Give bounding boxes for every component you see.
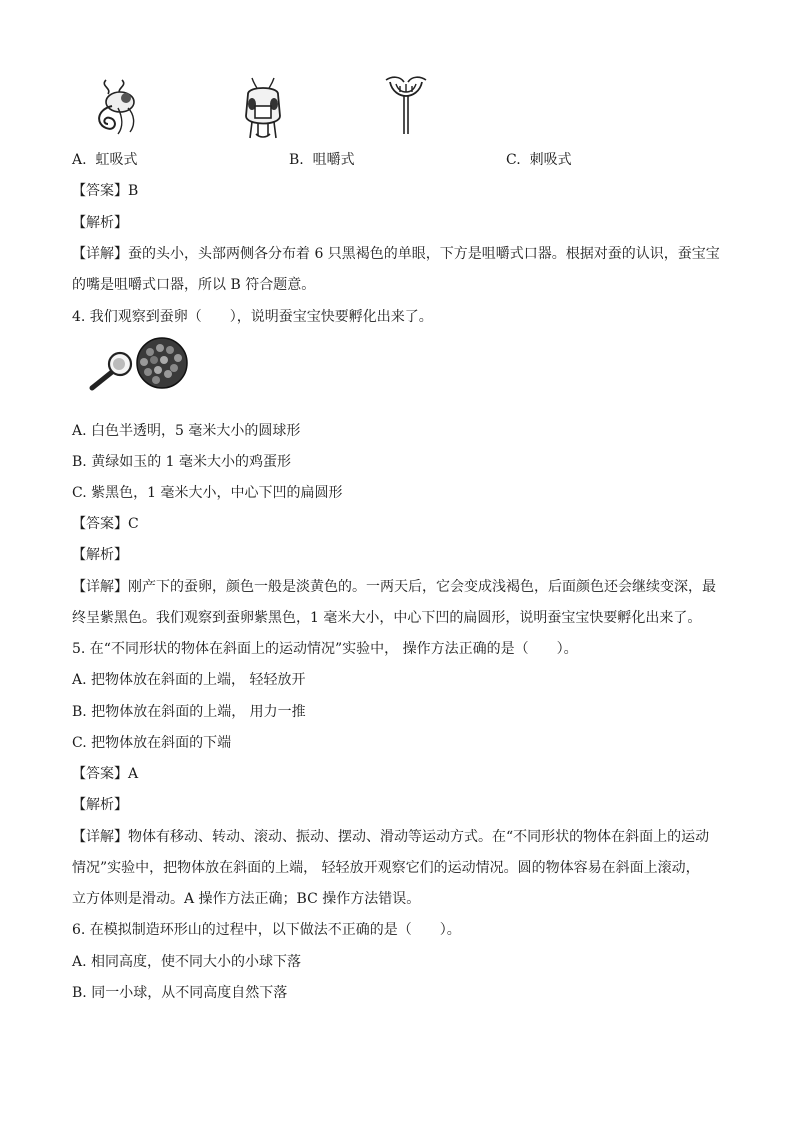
option-letter: B. bbox=[289, 152, 304, 168]
q4-option-a: A. 白色半透明，5 毫米大小的圆球形 bbox=[72, 423, 301, 439]
q6-stem: 6. 在模拟制造环形山的过程中，以下做法不正确的是（ ）。 bbox=[72, 922, 461, 938]
option-text: 虹吸式 bbox=[95, 152, 138, 168]
q3-detail-line-1: 【详解】蚕的头小，头部两侧各分布着 6 只黑褐色的单眼，下方是咀嚼式口器。根据对蚕的认识，蚕宝宝 bbox=[72, 246, 720, 262]
q4-option-c: C. 紫黑色，1 毫米大小，中心下凹的扁圆形 bbox=[72, 485, 343, 501]
q3-option-c bbox=[506, 150, 572, 170]
q4-detail-line-1: 【详解】刚产下的蚕卵，颜色一般是淡黄色的。一两天后，它会变成浅褐色，后面颜色还会继续变深，最 bbox=[72, 579, 716, 595]
q5-detail-line-1: 【详解】物体有移动、转动、滚动、振动、摆动、滑动等运动方式。在“不同形状的物体在斜面上的运动 bbox=[72, 829, 710, 845]
piercing-sucking-mouthpart-figure bbox=[382, 74, 430, 138]
q5-answer: 【答案】A bbox=[72, 766, 139, 782]
q4-option-b: B. 黄绿如玉的 1 毫米大小的鸡蛋形 bbox=[72, 454, 291, 470]
option-letter: A. bbox=[72, 152, 87, 168]
q4-answer: 【答案】C bbox=[72, 516, 139, 532]
q6-option-a: A. 相同高度，使不同大小的小球下落 bbox=[72, 954, 302, 970]
q3-option-b bbox=[289, 150, 355, 170]
option-letter: C. bbox=[506, 152, 521, 168]
q5-analysis-heading: 【解析】 bbox=[72, 797, 128, 813]
option-text: 咀嚼式 bbox=[312, 152, 355, 168]
magnified-silkworm-eggs-figure bbox=[86, 336, 192, 394]
q4-analysis-heading: 【解析】 bbox=[72, 547, 128, 563]
q3-option-a bbox=[72, 150, 137, 170]
siphoning-mouthpart-figure bbox=[92, 76, 144, 138]
q4-stem: 4. 我们观察到蚕卵（ ），说明蚕宝宝快要孵化出来了。 bbox=[72, 309, 433, 325]
chewing-mouthpart-figure bbox=[240, 76, 286, 140]
q5-stem: 5. 在“不同形状的物体在斜面上的运动情况”实验中， 操作方法正确的是（ ）。 bbox=[72, 641, 578, 657]
q4-detail-line-2: 终呈紫黑色。我们观察到蚕卵紫黑色，1 毫米大小，中心下凹的扁圆形，说明蚕宝宝快要孵化出来了。 bbox=[72, 610, 702, 626]
q6-option-b: B. 同一小球，从不同高度自然下落 bbox=[72, 985, 288, 1001]
q5-option-b: B. 把物体放在斜面的上端， 用力一推 bbox=[72, 704, 306, 720]
q5-detail-line-2: 情况”实验中，把物体放在斜面的上端， 轻轻放开观察它们的运动情况。圆的物体容易在斜面上滚动， bbox=[72, 860, 700, 876]
option-text: 刺吸式 bbox=[529, 152, 572, 168]
q3-answer: 【答案】B bbox=[72, 183, 139, 199]
q3-detail-line-2: 的嘴是咀嚼式口器，所以 B 符合题意。 bbox=[72, 277, 316, 293]
q5-option-a: A. 把物体放在斜面的上端， 轻轻放开 bbox=[72, 672, 306, 688]
q3-analysis-heading: 【解析】 bbox=[72, 215, 128, 231]
q5-detail-line-3: 立方体则是滑动。A 操作方法正确；BC 操作方法错误。 bbox=[72, 891, 421, 907]
q5-option-c: C. 把物体放在斜面的下端 bbox=[72, 735, 232, 751]
